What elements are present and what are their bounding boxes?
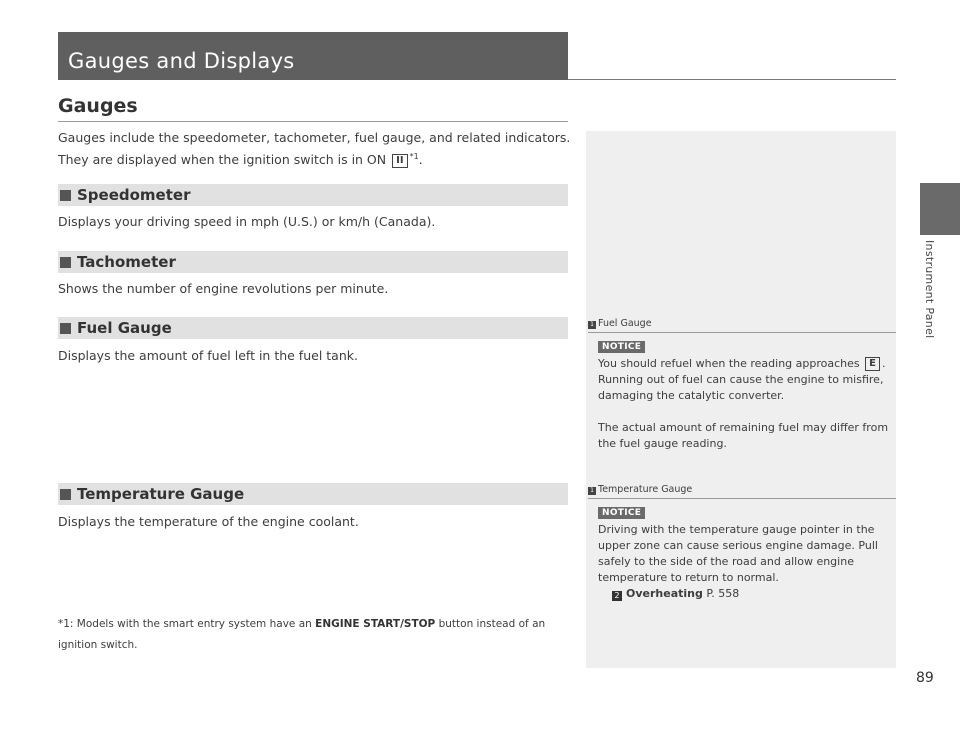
note-divider (588, 332, 896, 333)
engine-start-stop-label: ENGINE START/STOP (315, 618, 436, 630)
section-title: Gauges (58, 95, 138, 117)
chapter-edge-tab[interactable] (920, 183, 960, 235)
note-heading-fuel-gauge: 1 Fuel Gauge (588, 318, 652, 329)
subsection-title-fuel-gauge: Fuel Gauge (58, 317, 172, 339)
empty-indicator-key: E (865, 357, 880, 371)
notice-badge: NOTICE (598, 507, 645, 519)
footnote: *1: Models with the smart entry system have an ENGINE START/STOP button instead of an ignition switch. (58, 618, 546, 651)
square-bullet-icon (60, 257, 71, 268)
tachometer-text: Shows the number of engine revolutions per minute. (58, 281, 389, 296)
temperature-note-text: Driving with the temperature gauge pointer in the upper zone can cause serious engine damage. Pull safely to the side of the road and allow engine temperature to return to normal. 2 Overheating P. 558 (598, 523, 878, 600)
note-marker-icon: 1 (588, 487, 596, 495)
temperature-gauge-text: Displays the temperature of the engine coolant. (58, 514, 359, 529)
subsection-title-temperature-gauge: Temperature Gauge (58, 483, 244, 505)
fuel-note-text: You should refuel when the reading approaches E . Running out of fuel can cause the engine to misfire, damaging the catalytic converter. The actual amount of remaining fuel may differ from the fuel gauge reading. (598, 357, 889, 450)
overheating-reference-link[interactable]: 2 Overheating P. 558 (598, 586, 878, 602)
note-heading-temperature-gauge: 1 Temperature Gauge (588, 484, 692, 495)
section-divider (58, 121, 568, 122)
square-bullet-icon (60, 190, 71, 201)
reference-arrow-icon: 2 (612, 591, 622, 601)
square-bullet-icon (60, 489, 71, 500)
speedometer-text: Displays your driving speed in mph (U.S.) or km/h (Canada). (58, 214, 436, 229)
intro-line-1: Gauges include the speedometer, tachometer, fuel gauge, and related indicators. (58, 130, 571, 145)
subsection-title-tachometer: Tachometer (58, 251, 176, 273)
note-divider (588, 498, 896, 499)
subsection-title-speedometer: Speedometer (58, 184, 190, 206)
note-marker-icon: 1 (588, 321, 596, 329)
footnote-reference[interactable]: *1 (409, 152, 419, 161)
chapter-edge-label: Instrument Panel (923, 240, 936, 339)
notice-badge: NOTICE (598, 341, 645, 353)
chapter-title: Gauges and Displays (68, 49, 295, 73)
square-bullet-icon (60, 323, 71, 334)
intro-paragraph (58, 128, 570, 169)
fuel-gauge-text: Displays the amount of fuel left in the fuel tank. (58, 348, 358, 363)
header-divider (568, 79, 896, 80)
page-number: 89 (916, 670, 934, 686)
ignition-position-key: II (392, 154, 407, 168)
intro-line-2: They are displayed when the ignition switch is in ON II $^{*1}$. (58, 152, 423, 168)
